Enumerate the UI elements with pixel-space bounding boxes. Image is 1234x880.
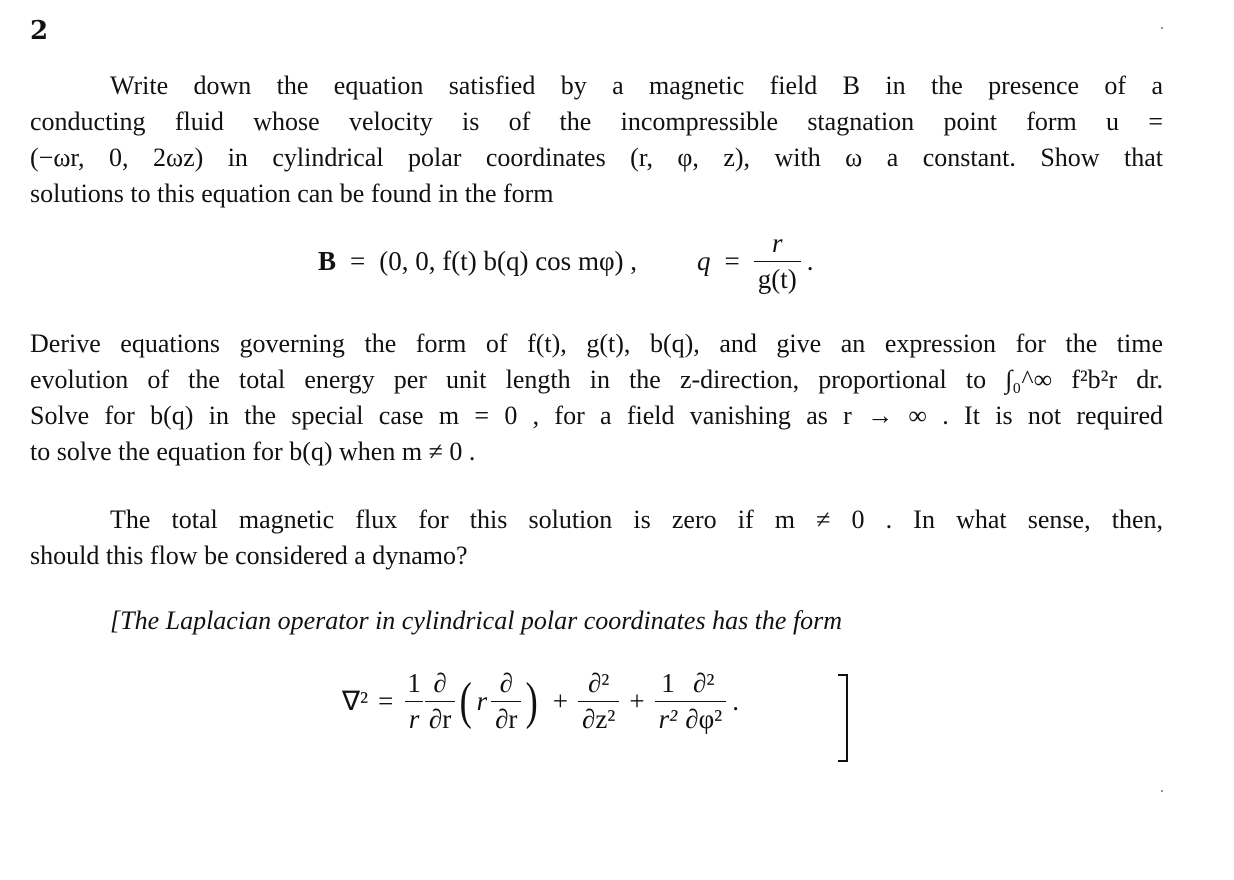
corner-mark	[1161, 27, 1163, 29]
lap-frac6-den: ∂φ²	[681, 701, 726, 735]
lap-frac-1-over-r	[403, 668, 425, 735]
lap-equals: =	[378, 686, 394, 716]
lap-frac1-num: 1	[407, 668, 421, 698]
lap-plus-1: +	[552, 686, 568, 716]
para3-line1: The total magnetic flux for this solution is zero if m ≠ 0 . In what sense, then,	[110, 505, 1163, 534]
lap-frac5-den: r²	[655, 701, 682, 735]
lap-inner-r: r	[476, 686, 488, 716]
para1-line4: solutions to this equation can be found in the form	[30, 179, 554, 208]
para2-line4: to solve the equation for b(q) when m ≠ 0 .	[30, 437, 476, 466]
para1-line2: conducting fluid whose velocity is of the incompressible stagnation point form u =	[30, 107, 1163, 136]
eq1-q-numerator: r	[771, 228, 783, 258]
eq1-q-denominator: g(t)	[754, 261, 801, 295]
lap-close-paren: )	[526, 672, 539, 730]
para2-line1: Derive equations governing the form of f(t), g(t), b(q), and give an expression for the time	[30, 329, 1163, 358]
lap-frac2-num: ∂	[433, 668, 447, 698]
equation-field-form	[318, 228, 813, 295]
lap-frac-d-dr	[425, 668, 455, 735]
lap-frac3-num: ∂	[499, 668, 513, 698]
eq1-q: q	[697, 246, 711, 276]
eq1-period: .	[806, 246, 814, 276]
lap-open-paren: (	[459, 672, 472, 730]
question-number: 2	[30, 16, 49, 46]
para2-line2: evolution of the total energy per unit length in the z-direction, proportional to ∫₀^∞ f²b²r dr.	[30, 365, 1163, 394]
lap-frac3-den: ∂r	[491, 701, 521, 735]
paragraph-3	[30, 502, 1163, 574]
lap-frac-d2-dz2	[578, 668, 619, 735]
lap-frac-inner-d-dr	[491, 668, 521, 735]
lap-frac4-den: ∂z²	[578, 701, 619, 735]
lap-frac1-den: r	[405, 701, 424, 735]
corner-mark	[1161, 790, 1163, 792]
lap-frac2-den: ∂r	[425, 701, 455, 735]
equation-laplacian	[342, 668, 739, 735]
eq1-q-equals: =	[724, 246, 740, 276]
para1-line3: (−ωr, 0, 2ωz) in cylindrical polar coordinates (r, φ, z), with ω a constant. Show that	[30, 143, 1163, 172]
lap-frac6-num: ∂²	[693, 668, 715, 698]
para2-line3: Solve for b(q) in the special case m = 0 , for a field vanishing as r → ∞ . It is not required	[30, 401, 1163, 430]
lap-frac-1-over-r2	[655, 668, 682, 735]
lap-frac5-num: 1	[661, 668, 675, 698]
laplacian-hint: [The Laplacian operator in cylindrical polar coordinates has the form	[110, 606, 843, 635]
lap-period: .	[732, 686, 740, 716]
closing-bracket	[838, 674, 848, 762]
paragraph-2	[30, 326, 1163, 470]
eq1-rhs: (0, 0, f(t) b(q) cos mφ) ,	[379, 246, 638, 276]
lap-frac4-num: ∂²	[587, 668, 610, 698]
para3-line2: should this flow be considered a dynamo?	[30, 541, 468, 570]
para1-line1: Write down the equation satisfied by a magnetic field B in the presence of a	[110, 71, 1163, 100]
lap-plus-2: +	[629, 686, 645, 716]
eq1-q-fraction	[754, 228, 801, 295]
lap-frac-d2-dphi2	[681, 668, 726, 735]
lap-lhs: ∇²	[342, 686, 369, 716]
eq1-equals: =	[350, 246, 366, 276]
eq1-lhs: B	[318, 246, 337, 276]
paragraph-1	[30, 68, 1163, 212]
